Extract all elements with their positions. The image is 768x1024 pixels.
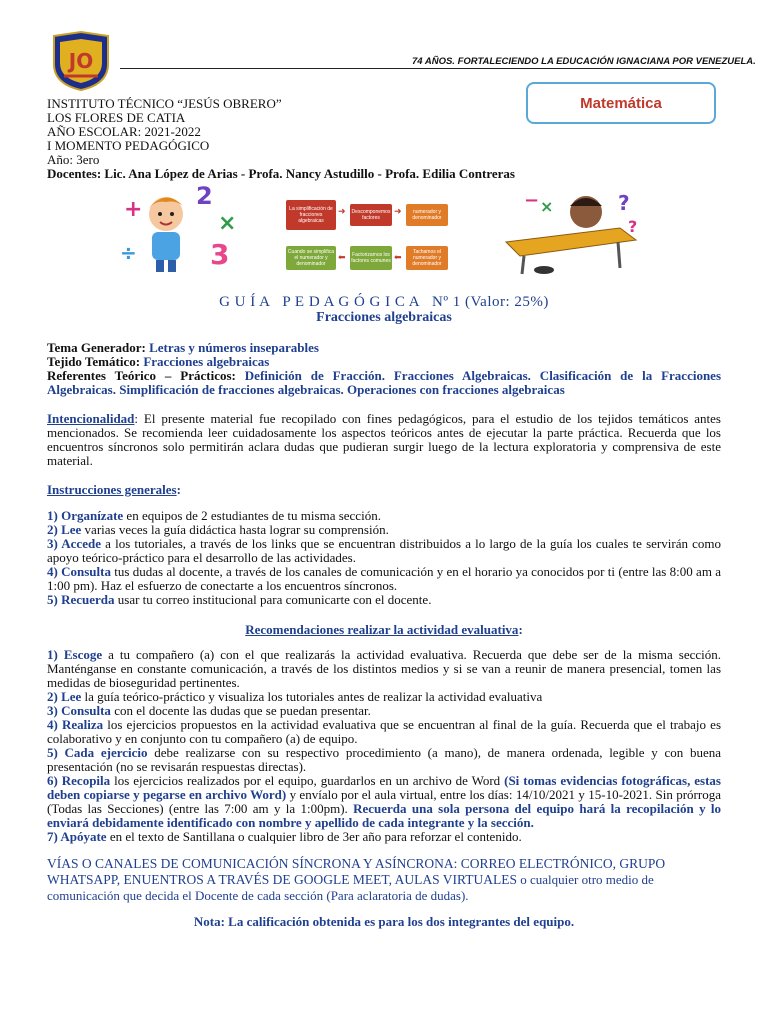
recommendations-heading-label: Recomendaciones realizar la actividad evaluativa bbox=[245, 622, 519, 637]
svg-text:JO: JO bbox=[68, 49, 94, 73]
header-rule bbox=[120, 68, 720, 69]
svg-text:3: 3 bbox=[210, 238, 230, 271]
item-text: varias veces la guía didáctica hasta lograr su comprensión. bbox=[81, 522, 389, 537]
instructions-heading-label: Instrucciones generales bbox=[47, 482, 177, 497]
list-item bbox=[47, 774, 721, 830]
guide-subtitle: Fracciones algebraicas bbox=[316, 310, 452, 325]
grading-note: Nota: La calificación obtenida es para los dos integrantes del equipo. bbox=[193, 914, 575, 929]
list-item bbox=[47, 565, 721, 593]
item-key: 2) Lee bbox=[47, 522, 82, 537]
item-text: a los tutoriales, a través de los links que se encuentran distribuidos a lo largo de la guía los cuales te servirán como apoyo teórico-práctico para el desarrollo de las actividades. bbox=[47, 536, 722, 565]
item-text: los ejercicios realizados por el equipo, guardarlos en un archivo de Word bbox=[110, 773, 505, 788]
item-text: en el texto de Santillana o cualquier libro de 3er año para reforzar el contenido. bbox=[106, 829, 522, 844]
channels-rest: o cualquier otro medio de comunicación que decida el Docente de cada sección (Para aclaratoria de dudas). bbox=[47, 872, 654, 903]
guide-title: G U Í A P E D A G Ó G I C A Nº 1 (Valor: 25%) bbox=[219, 294, 549, 310]
header-motto: 74 AÑOS. FORTALECIENDO LA EDUCACIÓN IGNACIANA POR VENEZUELA. bbox=[412, 56, 756, 67]
recommendations-list bbox=[47, 648, 721, 844]
tissue-label: Tejido Temático: bbox=[47, 354, 141, 369]
item-key: 1) Escoge bbox=[47, 647, 103, 662]
list-item bbox=[47, 523, 721, 537]
generator-line bbox=[47, 341, 721, 355]
simplification-flow-diagram bbox=[280, 190, 460, 280]
school-logo bbox=[50, 30, 112, 92]
student-desk-illustration bbox=[500, 182, 650, 278]
svg-text:?: ? bbox=[628, 217, 638, 236]
info-line: Año: 3ero bbox=[47, 152, 100, 167]
item-emphasis: (Si tomas evidencias fotográficas, estas deben copiarse y pegarse en archivo Word) bbox=[47, 773, 721, 802]
channels-paragraph bbox=[47, 856, 721, 904]
item-text: los ejercicios propuestos en la actividad evaluativa que se encuentran al final de la guía. Recuerda que el trabajo es colaborativo y en conjunto con tu compañero (a) de equipo. bbox=[47, 717, 722, 746]
flow-box: Descomponemos factores bbox=[350, 204, 392, 226]
item-text: usar tu correo institucional para comunicarte con el docente. bbox=[114, 592, 432, 607]
generator-label: Tema Generador: bbox=[47, 340, 146, 355]
subject-badge: Matemática bbox=[526, 82, 716, 124]
svg-text:×: × bbox=[540, 197, 554, 216]
flow-box: Cuando se simplifica el numerador y denominador bbox=[286, 246, 336, 270]
refs-line bbox=[47, 369, 721, 397]
item-key: 2) Lee bbox=[47, 689, 82, 704]
item-key: 4) Consulta bbox=[47, 564, 111, 579]
item-key: 6) Recopila bbox=[47, 773, 111, 788]
generator-value: Letras y números inseparables bbox=[149, 340, 319, 355]
svg-text:?: ? bbox=[618, 191, 630, 215]
item-key: 7) Apóyate bbox=[47, 829, 107, 844]
list-item bbox=[47, 537, 721, 565]
school-info bbox=[47, 97, 515, 181]
list-item bbox=[47, 718, 721, 746]
kid-numbers-illustration bbox=[118, 182, 248, 274]
topic-block bbox=[47, 341, 721, 397]
list-item bbox=[47, 593, 721, 607]
svg-text:+: + bbox=[124, 197, 143, 222]
svg-text:×: × bbox=[218, 211, 237, 236]
intent-paragraph bbox=[47, 412, 721, 468]
intent-label: Intencionalidad bbox=[47, 411, 135, 426]
item-key: 5) Cada ejercicio bbox=[47, 745, 148, 760]
item-text: debe realizarse con su respectivo procedimiento (a mano), de manera ordenada, legible y con buena presentación (no se revisarán respuestas directas). bbox=[47, 745, 722, 774]
arrow-icon: ➜ bbox=[338, 206, 346, 216]
flow-box: Tachamos el numerador y denominador bbox=[406, 246, 448, 270]
instructions-list bbox=[47, 509, 721, 607]
flow-box: La simplificación de fracciones algebraicas bbox=[286, 200, 336, 230]
item-key: 3) Accede bbox=[47, 536, 101, 551]
item-key: 5) Recuerda bbox=[47, 592, 115, 607]
intent-text: : El presente material fue recopilado con fines pedagógicos, para el estudio de los tejidos temáticos antes mencionados. Se recomienda leer cuidadosamente los aspectos teóricos antes de ejecutar la parte práctica. Recuerda que los encuentros síncronos solo permitirán aclara dudas que pudieran surgir luego de la lectura exploratoria y comprensiva de este material. bbox=[47, 411, 721, 468]
item-text: con el docente las dudas que se puedan presentar. bbox=[110, 703, 371, 718]
list-item bbox=[47, 830, 721, 844]
svg-text:÷: ÷ bbox=[120, 241, 137, 265]
item-text: la guía teórico-práctico y visualiza los tutoriales antes de realizar la actividad evaluativa bbox=[81, 689, 543, 704]
info-line: AÑO ESCOLAR: 2021-2022 bbox=[47, 124, 201, 139]
arrow-icon: ➜ bbox=[394, 206, 402, 216]
info-line: INSTITUTO TÉCNICO “JESÚS OBRERO” bbox=[47, 96, 282, 111]
flow-box: Factorizamos los factores comunes bbox=[350, 246, 392, 270]
list-item bbox=[47, 690, 721, 704]
info-line: LOS FLORES DE CATIA bbox=[47, 110, 186, 125]
item-text: tus dudas al docente, a través de los canales de comunicación y en el horario ya conocidos por ti (entre las 8:00 am a 1:00 pm). Haz el esfuerzo de conectarte a los encuentros síncronos. bbox=[47, 564, 722, 593]
svg-text:2: 2 bbox=[196, 182, 213, 210]
item-key: 1) Organízate bbox=[47, 508, 124, 523]
item-key: 3) Consulta bbox=[47, 703, 111, 718]
item-key: 4) Realiza bbox=[47, 717, 104, 732]
list-item bbox=[47, 746, 721, 774]
arrow-icon: ⬅ bbox=[394, 252, 402, 262]
teachers-line: Docentes: Lic. Ana López de Arias - Profa. Nancy Astudillo - Profa. Edilia Contreras bbox=[47, 166, 515, 181]
list-item bbox=[47, 509, 721, 523]
channels-caps: VÍAS O CANALES DE COMUNICACIÓN SÍNCRONA Y ASÍNCRONA: CORREO ELECTRÓNICO, GRUPO WHATSAPP, ENUENTROS A TRAVÉS DE GOOGLE MEET, AULAS VIRTUALES bbox=[47, 856, 666, 887]
tissue-value: Fracciones algebraicas bbox=[143, 354, 270, 369]
refs-value: Definición de Fracción. Fracciones Algebraicas. Clasificación de la Fracciones Algebraicas. Simplificación de fracciones algebraicas. Operaciones con fracciones algebraicas bbox=[47, 368, 722, 397]
list-item bbox=[47, 704, 721, 718]
tissue-line bbox=[47, 355, 721, 369]
item-emphasis: Recuerda una sola persona del equipo hará la recopilación y lo enviará debidamente identificado con nombre y apellido de cada integrante y la sección. bbox=[47, 801, 722, 830]
recommendations-heading: Recomendaciones realizar la actividad evaluativa: bbox=[245, 622, 523, 637]
item-text: en equipos de 2 estudiantes de tu misma sección. bbox=[123, 508, 381, 523]
arrow-icon: ⬅ bbox=[338, 252, 346, 262]
instructions-heading: Instrucciones generales: bbox=[47, 482, 181, 497]
svg-text:−: − bbox=[524, 190, 540, 211]
flow-box: numerador y denominador bbox=[406, 204, 448, 226]
item-text: y envíalo por el aula virtual, entre los días: 14/10/2021 y 15-10-2021. Sin prórroga (Todas las Secciones) (entre las 7:00 am y la 1:00pm). bbox=[47, 787, 721, 816]
item-text: a tu compañero (a) con el que realizarás la actividad evaluativa. Recuerda que debe ser de la misma sección. Manténganse en constante comunicación, a través de los distintos medios y si se van a reunir de manera presencial, tomen las medidas de bioseguridad pertinentes. bbox=[47, 647, 721, 690]
refs-label: Referentes Teórico – Prácticos: bbox=[47, 368, 236, 383]
list-item bbox=[47, 648, 721, 690]
info-line: I MOMENTO PEDAGÓGICO bbox=[47, 138, 210, 153]
